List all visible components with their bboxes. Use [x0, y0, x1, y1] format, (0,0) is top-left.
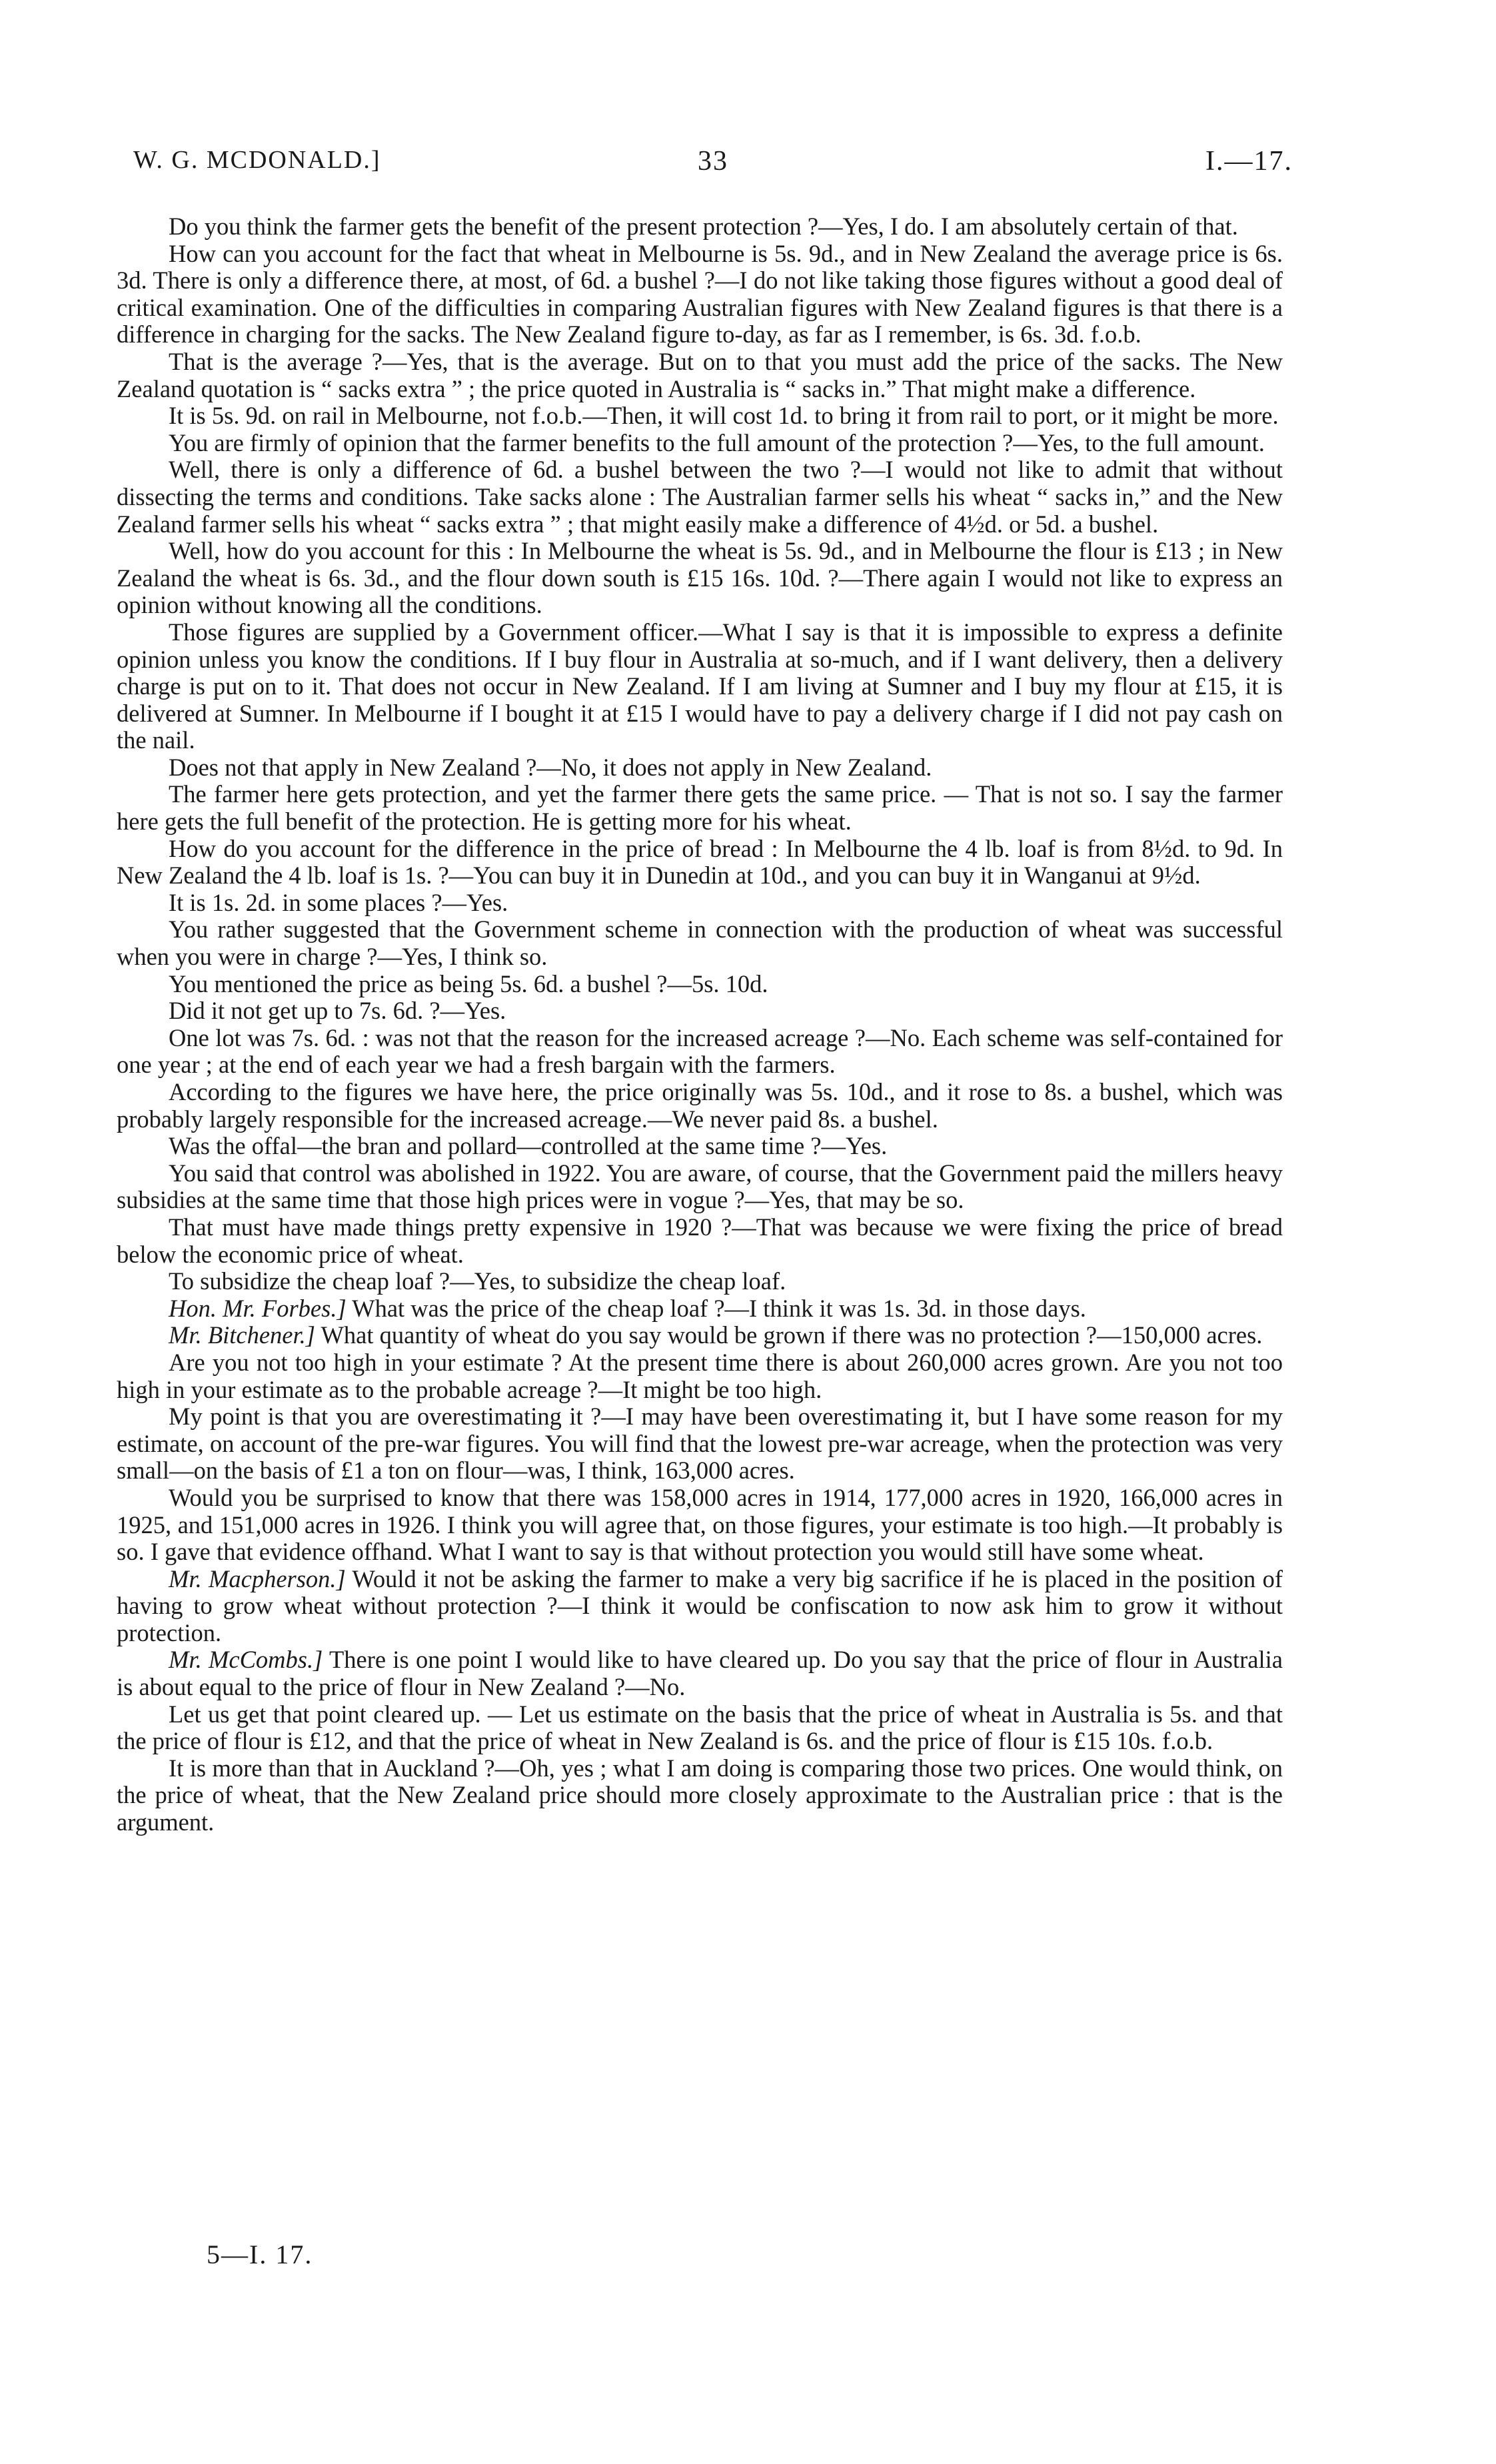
paragraph-text: According to the figures we have here, the price originally was 5s. 10d., and it rose to 8s. a bushel, which was probably largely responsible for the increased acreage.—We never paid 8s. a bushel. — [117, 1078, 1283, 1133]
paragraph — [117, 348, 1283, 402]
paragraph-text: You rather suggested that the Government scheme in connection with the production of wheat was successful when you were in charge ?—Yes, I think so. — [117, 916, 1283, 971]
paragraph — [117, 971, 1283, 998]
paragraph — [117, 402, 1283, 430]
paragraph — [117, 456, 1283, 538]
paragraph-text: Well, there is only a difference of 6d. a bushel between the two ?—I would not like to admit that without dissecting the terms and conditions. Take sacks alone : The Australian farmer sells his wheat “ sacks in,” and the New Zealand farmer sells his wheat “ sacks extra ” ; that might easily make a difference of 4½d. or 5d. a bushel. — [117, 456, 1283, 538]
paragraph-text: Did it not get up to 7s. 6d. ?—Yes. — [169, 997, 506, 1025]
paragraph-text: Was the offal—the bran and pollard—controlled at the same time ?—Yes. — [169, 1132, 888, 1160]
paragraph — [117, 997, 1283, 1025]
paragraph-text: To subsidize the cheap loaf ?—Yes, to subsidize the cheap loaf. — [169, 1267, 786, 1295]
page-footer: 5—I. 17. — [207, 2239, 313, 2269]
paragraph — [117, 213, 1283, 241]
paragraph — [117, 430, 1283, 457]
paragraph-text: One lot was 7s. 6d. : was not that the reason for the increased acreage ?—No. Each scheme was self-contained for one year ; at the end of each year we had a fresh bargain with the farmers. — [117, 1023, 1283, 1079]
paragraph-text: What was the price of the cheap loaf ?—I think it was 1s. 3d. in those days. — [346, 1294, 1086, 1322]
paragraph — [117, 1160, 1283, 1214]
paragraph — [117, 1322, 1283, 1349]
paragraph — [117, 1646, 1283, 1700]
paragraph-text: You mentioned the price as being 5s. 6d. a bushel ?—5s. 10d. — [169, 969, 768, 997]
speaker-label: Hon. Mr. Forbes.] — [169, 1294, 347, 1322]
speaker-label: Mr. McCombs.] — [169, 1646, 323, 1674]
paragraph — [117, 1403, 1283, 1485]
paragraph — [117, 1349, 1283, 1403]
paragraph — [117, 619, 1283, 754]
paragraph-text: That is the average ?—Yes, that is the average. But on to that you must add the price of the sacks. The New Zealand quotation is “ sacks extra ” ; the price quoted in Australia is “ sacks in.” That might make a difference. — [117, 347, 1283, 402]
paragraph-text: You said that control was abolished in 1922. You are aware, of course, that the Government paid the millers heavy subsidies at the same time that those high prices were in vogue ?—Yes, that may be so. — [117, 1159, 1283, 1214]
paragraph-text: Does not that apply in New Zealand ?—No, it does not apply in New Zealand. — [169, 753, 932, 781]
paragraph — [117, 1755, 1283, 1836]
paragraph-text: My point is that you are overestimating it ?—I may have been overestimating it, but I have some reason for my estimate, on account of the pre-war figures. You will find that the lowest pre-war acreage, when the protection was very small—on the basis of £1 a ton on flour—was, I think, 163,000 acres. — [117, 1403, 1283, 1485]
paragraph-text: How do you account for the difference in the price of bread : In Melbourne the 4 lb. loaf is from 8½d. to 9d. In New Zealand the 4 lb. loaf is 1s. ?—You can buy it in Dunedin at 10d., and you can buy it in Wanganui at 9½d. — [117, 834, 1283, 890]
speaker-label: Mr. Macpherson.] — [169, 1564, 346, 1592]
paragraph — [117, 1079, 1283, 1133]
paragraph-text: Are you not too high in your estimate ? At the present time there is about 260,000 acres grown. Are you not too high in your estimate as to the probable acreage ?—It might be too high. — [117, 1348, 1283, 1403]
paragraph — [117, 781, 1283, 835]
paragraph-text: It is 1s. 2d. in some places ?—Yes. — [169, 888, 508, 916]
document-reference: I.—17. — [1205, 146, 1293, 177]
paragraph-text: The farmer here gets protection, and yet the farmer there gets the same price. — That is not so. I say the farmer here gets the full benefit of the protection. He is getting more for his wheat. — [117, 780, 1283, 836]
transcript-body — [117, 213, 1283, 1836]
paragraph-text: Do you think the farmer gets the benefit of the present protection ?—Yes, I do. I am absolutely certain of that. — [169, 213, 1238, 240]
paragraph — [117, 1268, 1283, 1295]
paragraph — [117, 836, 1283, 890]
paragraph-text: That must have made things pretty expensive in 1920 ?—That was because we were fixing the price of bread below the economic price of wheat. — [117, 1213, 1283, 1268]
paragraph — [117, 1701, 1283, 1755]
paragraph-text: It is 5s. 9d. on rail in Melbourne, not f.o.b.—Then, it will cost 1d. to bring it from rail to port, or it might be more. — [169, 402, 1279, 430]
speaker-label: Mr. Bitchener.] — [169, 1321, 315, 1349]
page-number: 33 — [698, 146, 728, 177]
paragraph — [117, 1025, 1283, 1079]
paragraph-text: What quantity of wheat do you say would be grown if there was no protection ?—150,000 acres. — [315, 1321, 1263, 1349]
paragraph-text: Those figures are supplied by a Government officer.—What I say is that it is impossible to express a definite opinion unless you know the conditions. If I buy flour in Australia at so-much, and if I want delivery, then a delivery charge is put on to it. That does not occur in New Zealand. If I am living at Sumner and I buy my flour at £15, it is delivered at Sumner. In Melbourne if I bought it at £15 I would have to pay a delivery charge if I did not pay cash on the nail. — [117, 618, 1283, 754]
paragraph-text: Would it not be asking the farmer to make a very big sacrifice if he is placed in the position of having to grow wheat without protection ?—I think it would be confiscation to now ask him to grow it without protection. — [117, 1564, 1283, 1646]
paragraph — [117, 916, 1283, 970]
paragraph — [117, 1133, 1283, 1160]
paragraph-text: You are firmly of opinion that the farmer benefits to the full amount of the protection ?—Yes, to the full amount. — [169, 428, 1265, 456]
witness-name: W. G. MCDONALD.] — [133, 146, 381, 174]
paragraph — [117, 241, 1283, 348]
paragraph — [117, 1295, 1283, 1323]
paragraph-text: Let us get that point cleared up. — Let us estimate on the basis that the price of wheat in Australia is 5s. and that the price of flour is £12, and that the price of wheat in New Zealand is 6s. and the price of flour is £15 10s. f.o.b. — [117, 1700, 1283, 1755]
paragraph — [117, 1485, 1283, 1566]
paragraph — [117, 538, 1283, 619]
paragraph — [117, 1214, 1283, 1268]
paragraph-text: Well, how do you account for this : In Melbourne the wheat is 5s. 9d., and in Melbourne the flour is £13 ; in New Zealand the wheat is 6s. 3d., and the flour down south is £15 16s. 10d. ?—There again I would not like to express an opinion without knowing all the conditions. — [117, 537, 1283, 619]
paragraph — [117, 1566, 1283, 1647]
paragraph-text: There is one point I would like to have cleared up. Do you say that the price of flour in Australia is about equal to the price of flour in New Zealand ?—No. — [117, 1646, 1283, 1701]
paragraph-text: How can you account for the fact that wheat in Melbourne is 5s. 9d., and in New Zealand the average price is 6s. 3d. There is only a difference there, at most, of 6d. a bushel ?—I do not like taking those figures without a good deal of critical examination. One of the difficulties in comparing Australian figures with New Zealand figures is that there is a difference in charging for the sacks. The New Zealand figure to-day, as far as I remember, is 6s. 3d. f.o.b. — [117, 239, 1283, 348]
page-header — [133, 145, 1293, 185]
paragraph-text: It is more than that in Auckland ?—Oh, yes ; what I am doing is comparing those two prices. One would think, on the price of wheat, that the New Zealand price should more closely approximate to the Australian price : that is the argument. — [117, 1754, 1283, 1836]
paragraph-text: Would you be surprised to know that there was 158,000 acres in 1914, 177,000 acres in 1920, 166,000 acres in 1925, and 151,000 acres in 1926. I think you will agree that, on those figures, your estimate is too high.—It probably is so. I gave that evidence offhand. What I want to say is that without protection you would still have some wheat. — [117, 1483, 1283, 1566]
paragraph — [117, 754, 1283, 782]
paragraph — [117, 890, 1283, 917]
